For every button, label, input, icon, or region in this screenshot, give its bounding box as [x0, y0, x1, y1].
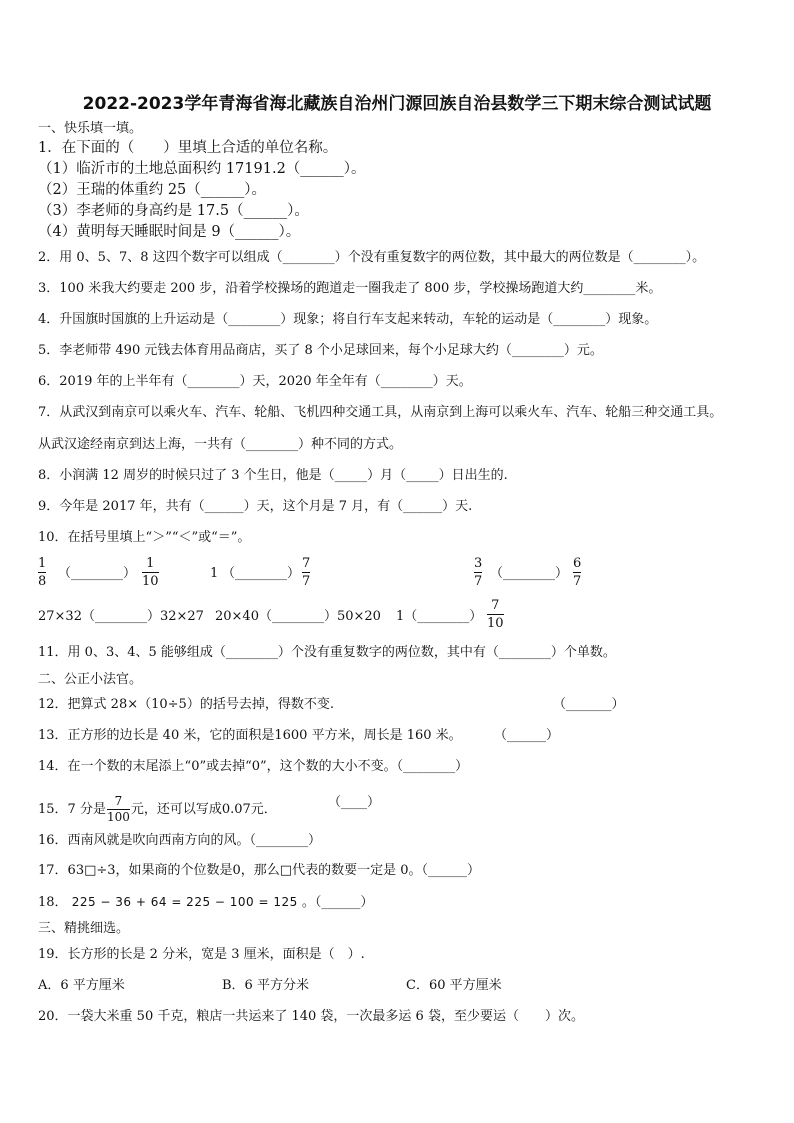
question-12: 12．把算式 28×（10÷5）的括号去掉，得数不变.: [38, 697, 334, 712]
question-18: [38, 894, 373, 911]
compare-20x40: 20×40（________）50×20: [215, 609, 381, 624]
question-12-blank: （_______）: [553, 697, 625, 712]
question-5: 5．李老师带 490 元钱去体育用品商店，买了 8 个小足球回来，每个小足球大约（________）元。: [38, 343, 603, 358]
question-9: 9．今年是 2017 年，共有（______）天，这个月是 7 月，有（______）天.: [38, 499, 473, 514]
number-one: 1: [210, 566, 219, 581]
question-13-blank: （______）: [494, 728, 560, 743]
question-15: [38, 795, 277, 824]
fraction-7-10: 7 10: [487, 598, 504, 631]
question-18-expression: 225 − 36 + 64 = 225 − 100 = 125: [71, 895, 298, 909]
question-18-blank: 。（______）: [301, 895, 374, 910]
question-2: 2．用 0、5、7、8 这四个数字可以组成（________）个没有重复数字的两位数，其中最大的两位数是（________）。: [38, 250, 706, 265]
question-7-line-1: 7．从武汉到南京可以乘火车、汽车、轮船、飞机四种交通工具，从南京到上海可以乘火车、汽车、轮船三种交通工具。: [38, 405, 723, 420]
question-16: 16．西南风就是吹向西南方向的风。（________）: [38, 833, 322, 848]
fraction-1-10: 1 10: [142, 556, 159, 589]
question-4: 4．升国旗时国旗的上升运动是（________）现象；将自行车支起来转动，车轮的运动是（________）现象。: [38, 312, 658, 327]
question-19-option-c: C．60 平方厘米: [406, 978, 502, 993]
question-13: 13．正方形的边长是 40 米，它的面积是1600 平方米，周长是 160 米。: [38, 728, 462, 743]
compare-27x32: 27×32（________）32×27: [38, 609, 204, 624]
question-1-item-3: （3）李老师的身高约是 17.5（______）。: [38, 203, 309, 219]
section-heading-judge: 二、公正小法官。: [38, 672, 143, 687]
fraction-7-100: $\frac{7}{100}$: [106, 794, 130, 824]
question-18-number: 18．: [38, 895, 68, 910]
question-10-stem: 10．在括号里填上“＞”“＜”或“＝”。: [38, 530, 251, 545]
question-15-post: 元，还可以写成0.07元．: [130, 802, 277, 817]
question-19-stem: 19．长方形的长是 2 分米，宽是 3 厘米，面积是（ ）.: [38, 947, 365, 962]
question-15-pre: 15．7 分是: [38, 802, 106, 817]
question-1-item-2: （2）王瑞的体重约 25（______）。: [38, 182, 267, 198]
question-1-item-4: （4）黄明每天睡眠时间是 9（______）。: [38, 224, 301, 240]
fraction-7-7: 7 7: [302, 556, 311, 589]
fraction-3-7: 3 7: [474, 556, 483, 589]
question-8: 8．小润满 12 周岁的时候只过了 3 个生日，他是（_____）月（_____）日出生的.: [38, 468, 508, 483]
question-11: 11．用 0、3、4、5 能够组成（________）个没有重复数字的两位数，其中有（________）个单数。: [38, 645, 616, 660]
question-20: 20．一袋大米重 50 千克，粮店一共运来了 140 袋，一次最多运 6 袋，至少要运（ ）次。: [38, 1009, 584, 1024]
compare-blank: （________）: [222, 566, 301, 581]
compare-one-blank: 1（________）: [396, 609, 483, 624]
question-1-stem: 1．在下面的（ ）里填上合适的单位名称。: [38, 140, 338, 156]
section-heading-choice: 三、精挑细选。: [38, 921, 130, 936]
question-17: 17．63□÷3，如果商的个位数是0，那么□代表的数要一定是 0。（______）: [38, 863, 480, 878]
question-19-option-a: A．6 平方厘米: [38, 978, 125, 993]
question-6: 6．2019 年的上半年有（________）天，2020 年全年有（________）天。: [38, 374, 472, 389]
fraction-6-7: 6 7: [573, 556, 582, 589]
page-title: 2022-2023学年青海省海北藏族自治州门源回族自治县数学三下期末综合测试试题: [82, 94, 712, 114]
question-7-line-2: 从武汉途经南京到达上海，一共有（________）种不同的方式。: [38, 437, 403, 452]
question-15-blank: （____）: [328, 795, 381, 810]
fraction-1-8: 1 8: [38, 556, 47, 589]
question-3: 3．100 米我大约要走 200 步，沿着学校操场的跑道走一圈我走了 800 步，学校操场跑道大约________米。: [38, 281, 662, 296]
section-heading-fill: 一、快乐填一填。: [38, 121, 143, 136]
question-19-option-b: B．6 平方分米: [222, 978, 309, 993]
question-1-item-1: （1）临沂市的土地总面积约 17191.2（______）。: [38, 161, 366, 177]
question-14: 14．在一个数的末尾添上“0”或去掉“0”，这个数的大小不变。（________）: [38, 759, 469, 774]
compare-blank: （________）: [490, 566, 569, 581]
compare-blank: （________）: [58, 566, 137, 581]
